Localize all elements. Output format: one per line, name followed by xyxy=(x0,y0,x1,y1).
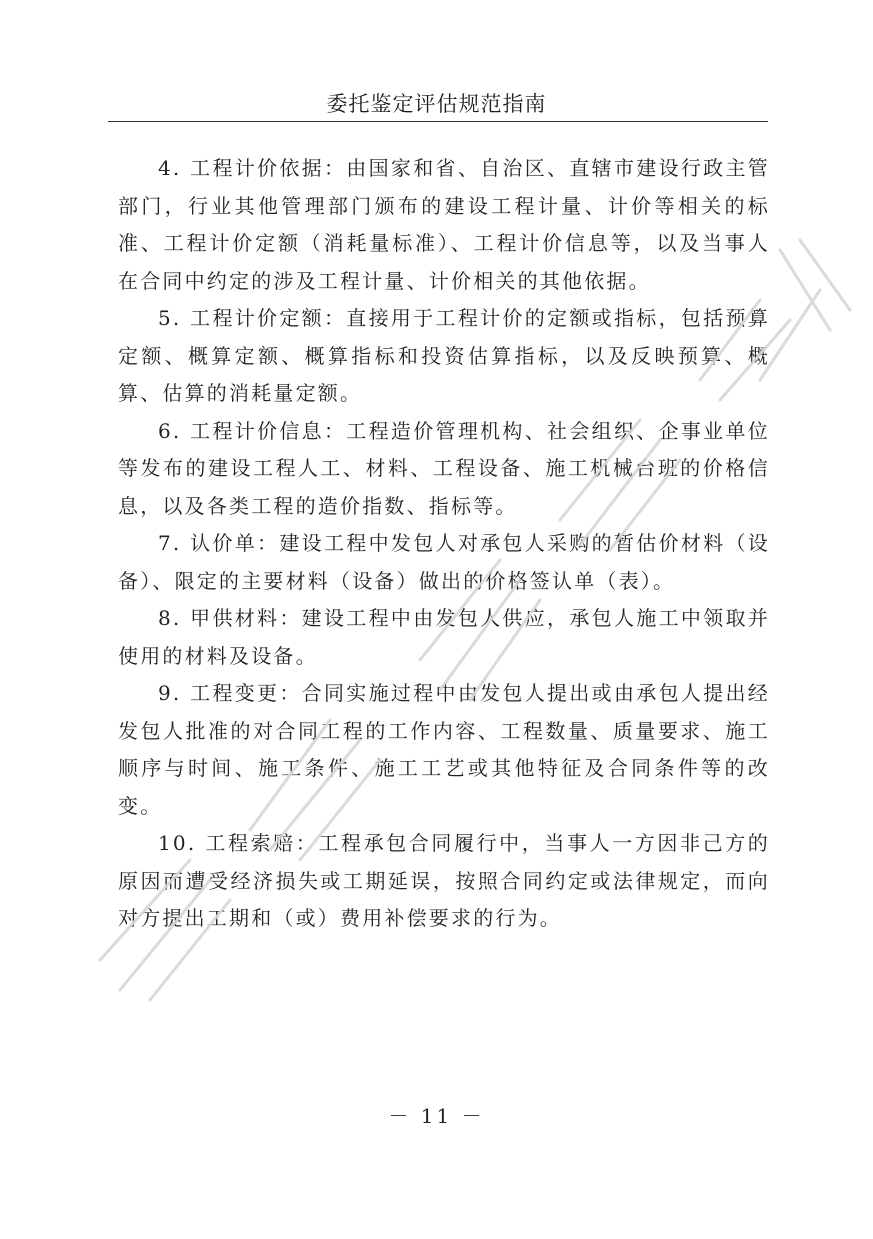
paragraph-5-pricing-quota: 5. 工程计价定额：直接用于工程计价的定额或指标，包括预算定额、概算定额、概算指标和投资估算指标，以及反映预算、概算、估算的消耗量定额。 xyxy=(118,306,770,405)
paragraph-9-engineering-change: 9. 工程变更：合同实施过程中由发包人提出或由承包人提出经发包人批准的对合同工程的工作内容、工程数量、质量要求、施工顺序与时间、施工条件、施工工艺或其他特征及合同条件等的改变。 xyxy=(118,681,770,818)
paragraph-6-pricing-info: 6. 工程计价信息：工程造价管理机构、社会组织、企事业单位等发布的建设工程人工、材料、工程设备、施工机械台班的价格信息，以及各类工程的造价指数、指标等。 xyxy=(118,418,770,518)
document-body xyxy=(118,150,770,938)
header-rule-divider xyxy=(108,121,768,122)
running-header-title: 委托鉴定评估规范指南 xyxy=(326,92,547,116)
paragraph-4-pricing-basis: 4. 工程计价依据：由国家和省、自治区、直辖市建设行政主管部门，行业其他管理部门颁布的建设工程计量、计价等相关的标准、工程计价定额（消耗量标准）、工程计价信息等，以及当事人在合同中约定的涉及工程计量、计价相关的其他依据。 xyxy=(118,156,770,293)
paragraph-10-engineering-claim: 10. 工程索赔：工程承包合同履行中，当事人一方因非己方的原因而遭受经济损失或工期延误，按照合同约定或法律规定，而向对方提出工期和（或）费用补偿要求的行为。 xyxy=(118,831,770,930)
page-number: － 11 － xyxy=(388,1104,485,1128)
paragraph-8-owner-supplied-materials: 8. 甲供材料：建设工程中由发包人供应，承包人施工中领取并使用的材料及设备。 xyxy=(118,606,770,668)
paragraph-7-price-approval-sheet: 7. 认价单：建设工程中发包人对承包人采购的暂估价材料（设备）、限定的主要材料（设备）做出的价格签认单（表）。 xyxy=(118,531,770,593)
